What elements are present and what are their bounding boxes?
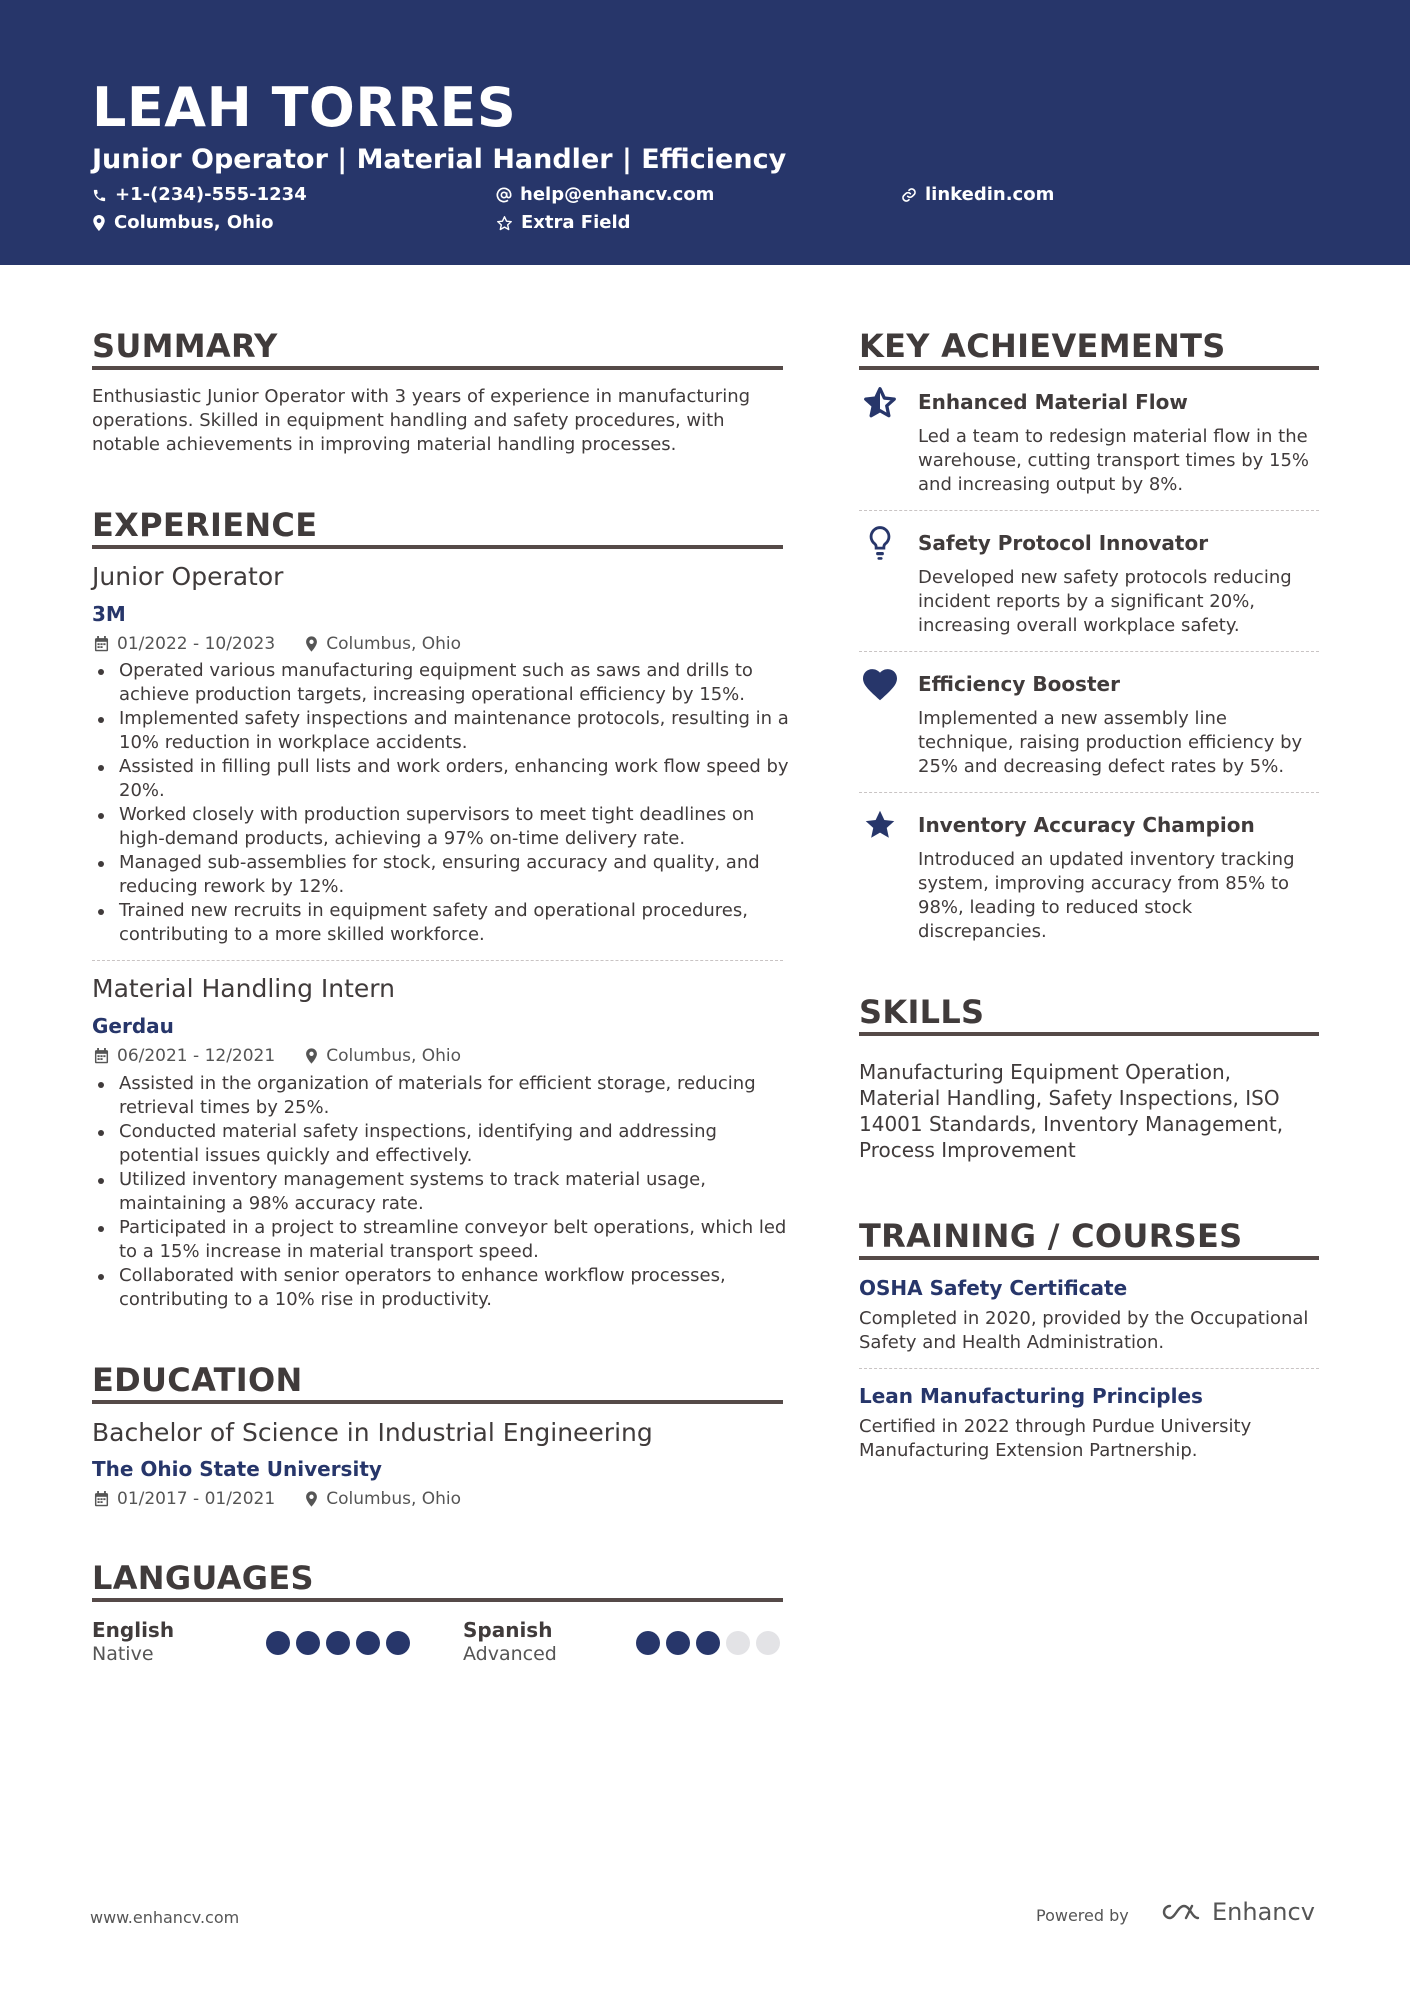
extra-text: Extra Field — [521, 212, 631, 233]
list-item: Conducted material safety inspections, identifying and addressing potential issues quickly and effectively. — [92, 1120, 792, 1168]
rating-dot — [636, 1631, 660, 1655]
star-half-icon — [860, 383, 900, 423]
school-name: The Ohio State University — [92, 1457, 382, 1481]
course-title: Lean Manufacturing Principles — [859, 1384, 1203, 1408]
rating-dot — [756, 1631, 780, 1655]
brand-name: Enhancv — [1212, 1898, 1315, 1926]
course-desc: Certified in 2022 through Purdue University Manufacturing Extension Partnership. — [859, 1416, 1252, 1461]
education-dates: 01/2017 - 01/2021 — [117, 1489, 276, 1509]
powered-by-label: Powered by — [1036, 1906, 1129, 1925]
achievements-heading: KEY ACHIEVEMENTS — [859, 327, 1226, 365]
phone-icon — [92, 188, 107, 203]
degree-title: Bachelor of Science in Industrial Engineering — [92, 1418, 653, 1447]
training-rule — [859, 1256, 1319, 1260]
contact-extra — [496, 211, 631, 235]
achievement-desc: Developed new safety protocols reducing incident reports by a significant 20%, increasing overall workplace safety. — [918, 567, 1292, 636]
summary-text: Enthusiastic Junior Operator with 3 years of experience in manufacturing operations. Skilled in equipment handling and safety procedures, with notable achievements in improving material handling processes. — [92, 386, 751, 455]
language-rating — [636, 1631, 786, 1655]
languages-rule — [92, 1598, 783, 1602]
language-name: English — [92, 1618, 175, 1642]
list-item: Assisted in filling pull lists and work orders, enhancing work flow speed by 20%. — [92, 755, 792, 803]
education-heading: EDUCATION — [92, 1361, 303, 1399]
achievements-rule — [859, 366, 1319, 370]
course-title: OSHA Safety Certificate — [859, 1276, 1128, 1300]
company-name: Gerdau — [92, 1014, 174, 1038]
linkedin-text[interactable]: linkedin.com — [925, 184, 1055, 205]
course-desc: Completed in 2020, provided by the Occupational Safety and Health Administration. — [859, 1308, 1309, 1353]
achievement-title: Safety Protocol Innovator — [918, 531, 1209, 555]
divider — [92, 960, 783, 961]
list-item: Implemented safety inspections and maintenance protocols, resulting in a 10% reduction in workplace accidents. — [92, 707, 792, 755]
contact-linkedin[interactable] — [901, 183, 1054, 207]
list-item: Managed sub-assemblies for stock, ensuring accuracy and quality, and reducing rework by 12%. — [92, 851, 792, 899]
job-dates: 06/2021 - 12/2021 — [117, 1046, 276, 1066]
location-pin-icon — [305, 636, 318, 652]
brand-logo[interactable] — [1156, 1898, 1315, 1926]
candidate-tagline: Junior Operator | Material Handler | Efficiency — [92, 144, 787, 175]
rating-dot — [666, 1631, 690, 1655]
calendar-icon — [94, 1048, 109, 1064]
phone-text: +1-(234)-555-1234 — [115, 184, 307, 205]
languages-heading: LANGUAGES — [92, 1559, 314, 1597]
achievement-desc: Introduced an updated inventory tracking system, improving accuracy from 85% to 98%, leading to reduced stock discrepancies. — [918, 849, 1295, 942]
job-title: Material Handling Intern — [92, 974, 395, 1003]
divider — [859, 651, 1319, 652]
list-item: Participated in a project to streamline conveyor belt operations, which led to a 15% increase in material transport speed. — [92, 1216, 792, 1264]
divider — [859, 510, 1319, 511]
education-rule — [92, 1400, 783, 1404]
rating-dot — [266, 1631, 290, 1655]
job-meta — [94, 633, 461, 655]
language-rating — [266, 1631, 416, 1655]
education-meta — [94, 1488, 461, 1510]
heart-icon — [860, 664, 900, 704]
list-item: Trained new recruits in equipment safety and operational procedures, contributing to a more skilled workforce. — [92, 899, 792, 947]
experience-heading: EXPERIENCE — [92, 506, 318, 544]
achievement-title: Enhanced Material Flow — [918, 390, 1188, 414]
rating-dot — [726, 1631, 750, 1655]
calendar-icon — [94, 1491, 109, 1507]
job-location: Columbus, Ohio — [326, 634, 462, 654]
job-bullets — [92, 1072, 792, 1312]
job-location: Columbus, Ohio — [326, 1046, 462, 1066]
job-dates: 01/2022 - 10/2023 — [117, 634, 276, 654]
location-pin-icon — [305, 1048, 318, 1064]
rating-dot — [386, 1631, 410, 1655]
list-item: Assisted in the organization of materials for efficient storage, reducing retrieval times by 25%. — [92, 1072, 792, 1120]
skills-heading: SKILLS — [859, 993, 985, 1031]
summary-rule — [92, 366, 783, 370]
job-bullets — [92, 659, 792, 947]
calendar-icon — [94, 636, 109, 652]
contact-email[interactable] — [496, 183, 714, 207]
list-item: Worked closely with production supervisors to meet tight deadlines on high-demand products, achieving a 97% on-time delivery rate. — [92, 803, 792, 851]
list-item: Utilized inventory management systems to track material usage, maintaining a 98% accuracy rate. — [92, 1168, 792, 1216]
location-pin-icon — [305, 1491, 318, 1507]
job-title: Junior Operator — [92, 562, 284, 591]
divider — [859, 792, 1319, 793]
job-meta — [94, 1045, 461, 1067]
enhancv-logo-icon — [1156, 1900, 1204, 1924]
footer-url[interactable]: www.enhancv.com — [90, 1908, 240, 1927]
achievement-title: Inventory Accuracy Champion — [918, 813, 1255, 837]
email-text[interactable]: help@enhancv.com — [520, 184, 715, 205]
experience-rule — [92, 545, 783, 549]
lightbulb-icon — [860, 523, 900, 563]
star-outline-icon — [496, 215, 513, 232]
achievement-title: Efficiency Booster — [918, 672, 1120, 696]
achievement-desc: Implemented a new assembly line technique, raising production efficiency by 25% and decreasing defect rates by 5%. — [918, 708, 1303, 777]
skills-rule — [859, 1032, 1319, 1036]
star-icon — [860, 805, 900, 845]
company-name: 3M — [92, 602, 126, 626]
rating-dot — [326, 1631, 350, 1655]
rating-dot — [356, 1631, 380, 1655]
training-heading: TRAINING / COURSES — [859, 1217, 1243, 1255]
summary-heading: SUMMARY — [92, 327, 278, 365]
location-text: Columbus, Ohio — [114, 212, 274, 233]
language-level: Native — [92, 1643, 154, 1665]
candidate-name: LEAH TORRES — [92, 76, 517, 139]
achievement-desc: Led a team to redesign material flow in the warehouse, cutting transport times by 15% and increasing output by 8%. — [918, 426, 1309, 495]
link-icon — [901, 187, 917, 203]
education-location: Columbus, Ohio — [326, 1489, 462, 1509]
language-level: Advanced — [463, 1643, 557, 1665]
language-name: Spanish — [463, 1618, 553, 1642]
resume-header — [0, 0, 1410, 265]
rating-dot — [696, 1631, 720, 1655]
divider — [859, 1368, 1319, 1369]
at-icon — [496, 187, 512, 203]
location-pin-icon — [92, 215, 106, 231]
list-item: Operated various manufacturing equipment such as saws and drills to achieve production targets, increasing operational efficiency by 15%. — [92, 659, 792, 707]
list-item: Collaborated with senior operators to enhance workflow processes, contributing to a 10% rise in productivity. — [92, 1264, 792, 1312]
contact-location — [92, 211, 274, 235]
rating-dot — [296, 1631, 320, 1655]
skills-text: Manufacturing Equipment Operation, Material Handling, Safety Inspections, ISO 14001 Standards, Inventory Management, Process Improvement — [859, 1060, 1284, 1162]
contact-phone — [92, 183, 307, 207]
